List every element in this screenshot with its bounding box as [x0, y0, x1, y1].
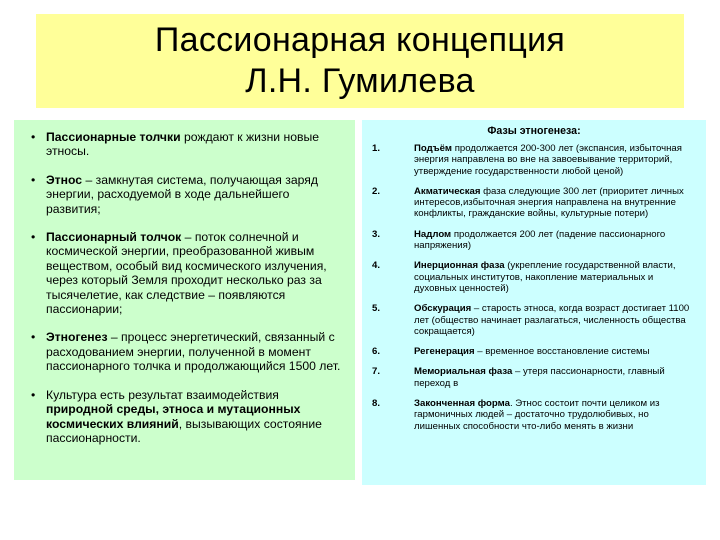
phase-description: продолжается 200 лет (падение пассионарного напряжения): [414, 228, 666, 252]
bullet-icon: •: [31, 230, 36, 245]
phase-description: – старость этноса, когда возраст достигает 1100 лет (общество начинает разлагаться, численность общества сокращается): [414, 303, 690, 337]
title-line-1: Пассионарная концепция: [154, 21, 566, 59]
definition-text-lead: Культура есть результат взаимодействия: [46, 387, 279, 402]
title-line-2: Л.Н. Гумилева: [245, 62, 475, 100]
list-item: [32, 173, 345, 216]
phase-name: Инерционная фаза: [414, 260, 505, 272]
definition-text: , вызывающих состояние пассионарности.: [46, 416, 322, 445]
phases-list: [372, 143, 696, 432]
list-item: [32, 130, 345, 159]
phase-item: [372, 398, 696, 432]
definitions-list: [32, 130, 345, 445]
phase-name: Регенерация: [414, 346, 475, 358]
phase-name: Надлом: [414, 228, 452, 240]
phase-description: – временное восстановление системы: [474, 346, 650, 358]
list-item: [32, 330, 345, 373]
term: Пассионарный толчок: [46, 230, 182, 245]
phase-number: 1.: [372, 143, 381, 154]
definition-text: – процесс энергетический, связанный с расходованием энергии, полученной в момент пассионарного толчка и продолжающийся 1500 лет.: [46, 330, 341, 374]
phase-name: Акматическая: [414, 185, 481, 197]
phase-description: продолжается 200-300 лет (экспансия, избыточная энергия направлена во вне на завоевывание территорий, утверждение государственности любой ценой): [414, 143, 682, 177]
phase-name: Подъём: [414, 143, 453, 154]
phase-item: [372, 303, 696, 337]
list-item: [32, 230, 345, 316]
phase-item: [372, 366, 696, 389]
phase-number: 5.: [372, 303, 381, 315]
definition-text: рождают к жизни новые этносы.: [46, 130, 320, 159]
phase-number: 7.: [372, 366, 381, 378]
phase-number: 3.: [372, 228, 381, 240]
phase-item: [372, 143, 696, 177]
phase-description: – утеря пассионарности, главный переход в: [414, 366, 665, 389]
phase-number: 8.: [372, 398, 381, 410]
definition-text: – поток солнечной и космической энергии, преобразованной живым веществом, особый вид космического излучения, через который Земля проходит несколько раз за тысячелетие, как следствие – появляются пассионарии;: [46, 230, 327, 317]
term: природной среды, этноса и мутационных космических влияний: [46, 402, 301, 431]
title-banner: [36, 14, 684, 108]
term: Этнос: [46, 172, 83, 187]
phases-heading: Фазы этногенеза:: [487, 125, 581, 137]
phase-description: . Этнос состоит почти целиком из гармоничных людей – достаточно трудолюбивых, но лишенных способности что-либо менять в жизни: [414, 398, 660, 432]
phase-description: (укрепление государственной власти, социальных институтов, накопление материальных и духовных ценностей): [414, 260, 676, 294]
phase-description: фаза следующие 300 лет (приоритет личных интересов,избыточная энергия направлена на внутренние конфликты, гражданские войны, культурные потери): [414, 185, 684, 220]
bullet-icon: •: [31, 387, 36, 402]
phase-number: 4.: [372, 260, 381, 272]
phase-name: Мемориальная фаза: [414, 366, 513, 378]
term: Этногенез: [46, 330, 108, 345]
phase-item: [372, 229, 696, 252]
bullet-icon: •: [31, 330, 36, 345]
bullet-icon: •: [31, 172, 36, 187]
phase-number: 6.: [372, 346, 381, 358]
phase-item: [372, 346, 696, 357]
list-item: [32, 388, 345, 446]
phase-number: 2.: [372, 185, 381, 197]
bullet-icon: •: [31, 130, 36, 144]
phase-name: Обскурация: [414, 303, 472, 315]
phases-panel: [362, 120, 706, 485]
definition-text: – замкнутая система, получающая заряд энергии, расходуемой в ходе дальнейшего развития;: [46, 172, 318, 216]
term: Пассионарные толчки: [46, 130, 181, 144]
phase-item: [372, 260, 696, 294]
phase-item: [372, 186, 696, 220]
phase-name: Законченная форма: [414, 398, 510, 410]
definitions-panel: [14, 120, 355, 480]
